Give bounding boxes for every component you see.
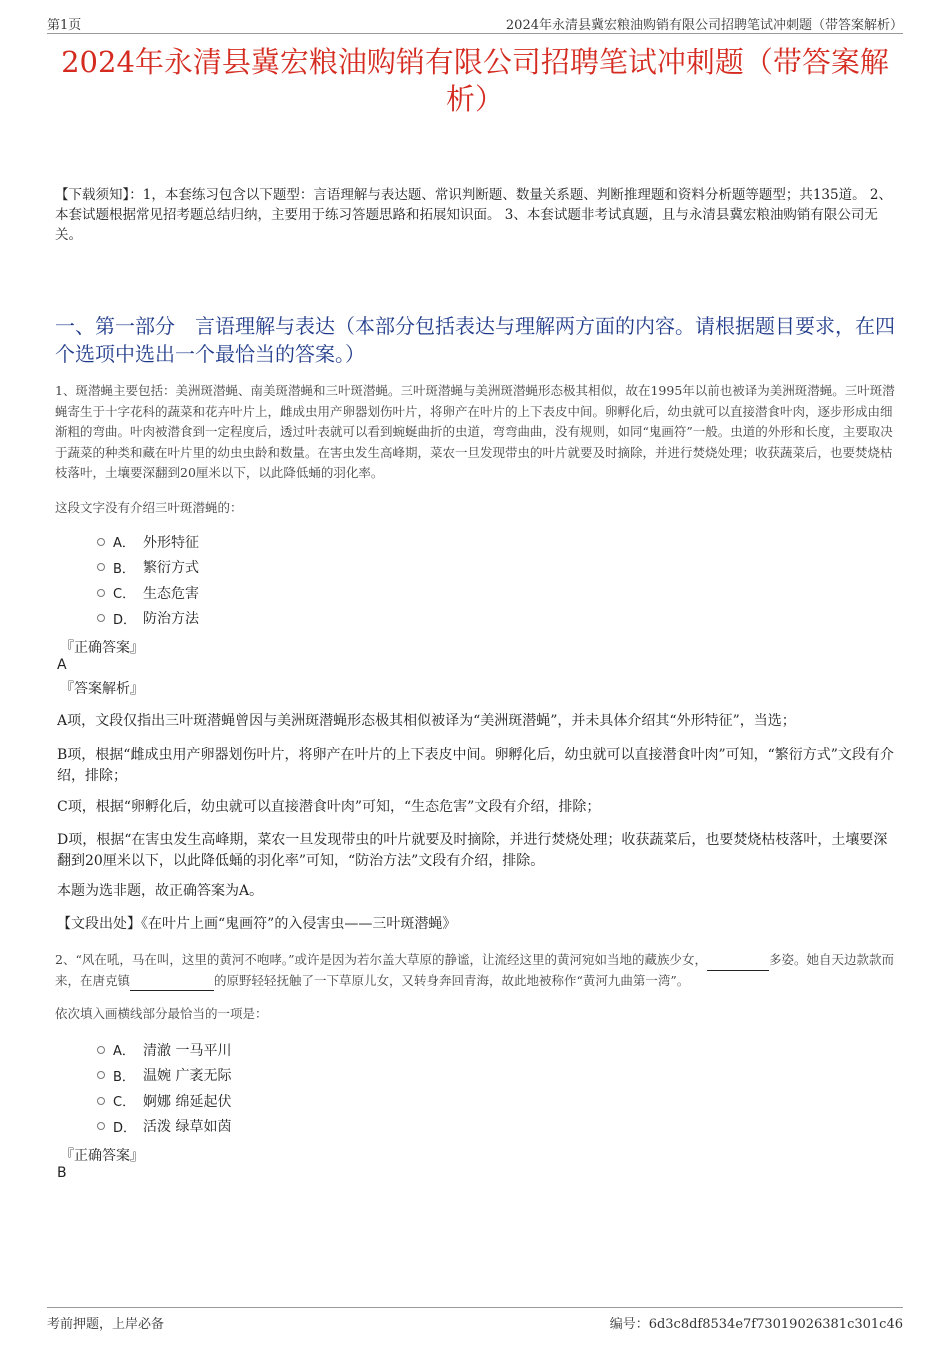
footer-divider xyxy=(47,1307,903,1308)
footer-document-id: 编号：6d3c8df8534e7f73019026381c301c46 xyxy=(609,1317,903,1332)
radio-icon[interactable] xyxy=(97,1071,105,1079)
option-letter: C． xyxy=(113,587,136,603)
question-2-passage xyxy=(55,950,898,991)
analysis-paragraph: C项，根据“卵孵化后，幼虫就可以直接潜食叶肉”可知，“生态危害”文段有介绍，排除； xyxy=(57,799,601,815)
radio-icon[interactable] xyxy=(97,1122,105,1130)
question-2-answer: B xyxy=(57,1165,67,1181)
option-text: 防治方法 xyxy=(143,611,199,628)
radio-icon[interactable] xyxy=(97,589,105,597)
question-2-prompt: 依次填入画横线部分最恰当的一项是： xyxy=(55,1006,268,1021)
header-divider xyxy=(47,33,903,34)
option-text: 温婉 广袤无际 xyxy=(143,1068,232,1085)
option-letter: C． xyxy=(113,1095,136,1111)
document-title: 2024年永清县冀宏粮油购销有限公司招聘笔试冲刺题（带答案解析） xyxy=(61,45,889,116)
header-document-name: 2024年永清县冀宏粮油购销有限公司招聘笔试冲刺题（带答案解析） xyxy=(505,18,903,33)
option-text: 生态危害 xyxy=(143,585,199,602)
question-2-answer-label: 『正确答案』 xyxy=(60,1148,144,1164)
option-text: 繁衍方式 xyxy=(143,560,199,577)
question-1-option-b[interactable] xyxy=(97,555,199,581)
question-2-option-b[interactable] xyxy=(97,1063,231,1089)
option-text: 外形特征 xyxy=(143,534,199,551)
question-2-option-d[interactable] xyxy=(97,1114,231,1140)
option-letter: B． xyxy=(113,561,135,577)
question-1-option-d[interactable] xyxy=(97,606,199,632)
footer-slogan: 考前押题，上岸必备 xyxy=(47,1317,165,1332)
option-text: 活泼 绿草如茵 xyxy=(143,1119,232,1136)
question-1-answer: A xyxy=(57,657,67,673)
option-letter: B． xyxy=(113,1069,135,1085)
fill-blank-1 xyxy=(707,956,769,971)
section-heading: 一、第一部分 言语理解与表达（本部分包括表达与理解两方面的内容。请根据题目要求，在四个选项中选出一个最恰当的答案。） xyxy=(55,314,895,366)
question-2-options xyxy=(97,1037,231,1139)
radio-icon[interactable] xyxy=(97,614,105,622)
question-1-option-a[interactable] xyxy=(97,529,199,555)
analysis-paragraph: D项，根据“在害虫发生高峰期，菜农一旦发现带虫的叶片就要及时摘除，并进行焚烧处理；收获蔬菜后，也要焚烧枯枝落叶，土壤要深翻到20厘米以下，以此降低蛹的羽化率”可知，“防治方法”文段有介绍，排除。 xyxy=(57,832,888,869)
question-1-prompt: 这段文字没有介绍三叶斑潜蝇的： xyxy=(55,500,243,515)
radio-icon[interactable] xyxy=(97,1046,105,1054)
option-text: 婀娜 绵延起伏 xyxy=(143,1093,232,1110)
fill-blank-2 xyxy=(130,976,214,991)
question-1-passage: 1、斑潜蝇主要包括：美洲斑潜蝇、南美斑潜蝇和三叶斑潜蝇。三叶斑潜蝇与美洲斑潜蝇形态极其相似，故在1995年以前也被译为美洲斑潜蝇。三叶斑潜蝇寄生于十字花科的蔬菜和花卉叶片上，雌成虫用产卵器划伤叶片，将卵产在叶片的上下表皮中间。卵孵化后，幼虫就可以直接潜食叶肉，逐步形成由细渐粗的弯曲。叶肉被潜食到一定程度后，透过叶表就可以看到蜿蜒曲折的虫道，弯弯曲曲，没有规则，如同“鬼画符”一般。虫道的外形和长度，主要取决于蔬菜的种类和藏在叶片里的幼虫虫龄和数量。在害虫发生高峰期，菜农一旦发现带虫的叶片就要及时摘除，并进行焚烧处理；收获蔬菜后，也要焚烧枯枝落叶，土壤要深翻到20厘米以下，以此降低蛹的羽化率。 xyxy=(55,383,895,480)
option-letter: D． xyxy=(113,1120,137,1136)
analysis-paragraph: B项，根据“雌成虫用产卵器划伤叶片，将卵产在叶片的上下表皮中间。卵孵化后，幼虫就可以直接潜食叶肉”可知，“繁衍方式”文段有介绍，排除； xyxy=(57,747,894,784)
question-2-option-a[interactable] xyxy=(97,1037,231,1063)
radio-icon[interactable] xyxy=(97,538,105,546)
option-text: 清澈 一马平川 xyxy=(143,1042,232,1059)
download-notice: 【下载须知】：1，本套练习包含以下题型：言语理解与表达题、常识判断题、数量关系题、判断推理题和资料分析题等题型；共135道。 2、本套试题根据常见招考题总结归纳，主要用于练习答题思路和拓展知识面。 3、本套试题非考试真题，且与永清县冀宏粮油购销有限公司无关。 xyxy=(55,187,892,243)
passage-source: 【文段出处】《在叶片上画“鬼画符”的入侵害虫——三叶斑潜蝇》 xyxy=(57,916,457,932)
question-1-option-c[interactable] xyxy=(97,580,199,606)
radio-icon[interactable] xyxy=(97,1097,105,1105)
analysis-paragraph: A项，文段仅指出三叶斑潜蝇曾因与美洲斑潜蝇形态极其相似被译为“美洲斑潜蝇”，并未具体介绍其“外形特征”，当选； xyxy=(57,713,796,729)
question-2-text-part: 多姿。她自天边款款而来，在唐克镇 xyxy=(55,952,895,988)
question-1-answer-label: 『正确答案』 xyxy=(60,640,144,656)
question-1-options xyxy=(97,529,199,631)
option-letter: A． xyxy=(113,536,135,552)
option-letter: D． xyxy=(113,612,137,628)
question-2-option-c[interactable] xyxy=(97,1088,231,1114)
question-2-text-part: 2、“风在吼，马在叫，这里的黄河不咆哮。”或许是因为若尔盖大草原的静谧，让流经这里的黄河宛如当地的藏族少女， xyxy=(55,952,707,967)
question-1-analysis-label: 『答案解析』 xyxy=(60,681,144,697)
analysis-conclusion: 本题为选非题，故正确答案为A。 xyxy=(57,883,264,899)
radio-icon[interactable] xyxy=(97,563,105,571)
header-page-number: 第1页 xyxy=(47,18,82,33)
question-2-text-part: 的原野轻轻抚触了一下草原儿女，又转身奔回青海，故此地被称作“黄河九曲第一湾”。 xyxy=(214,972,690,988)
option-letter: A． xyxy=(113,1044,135,1060)
